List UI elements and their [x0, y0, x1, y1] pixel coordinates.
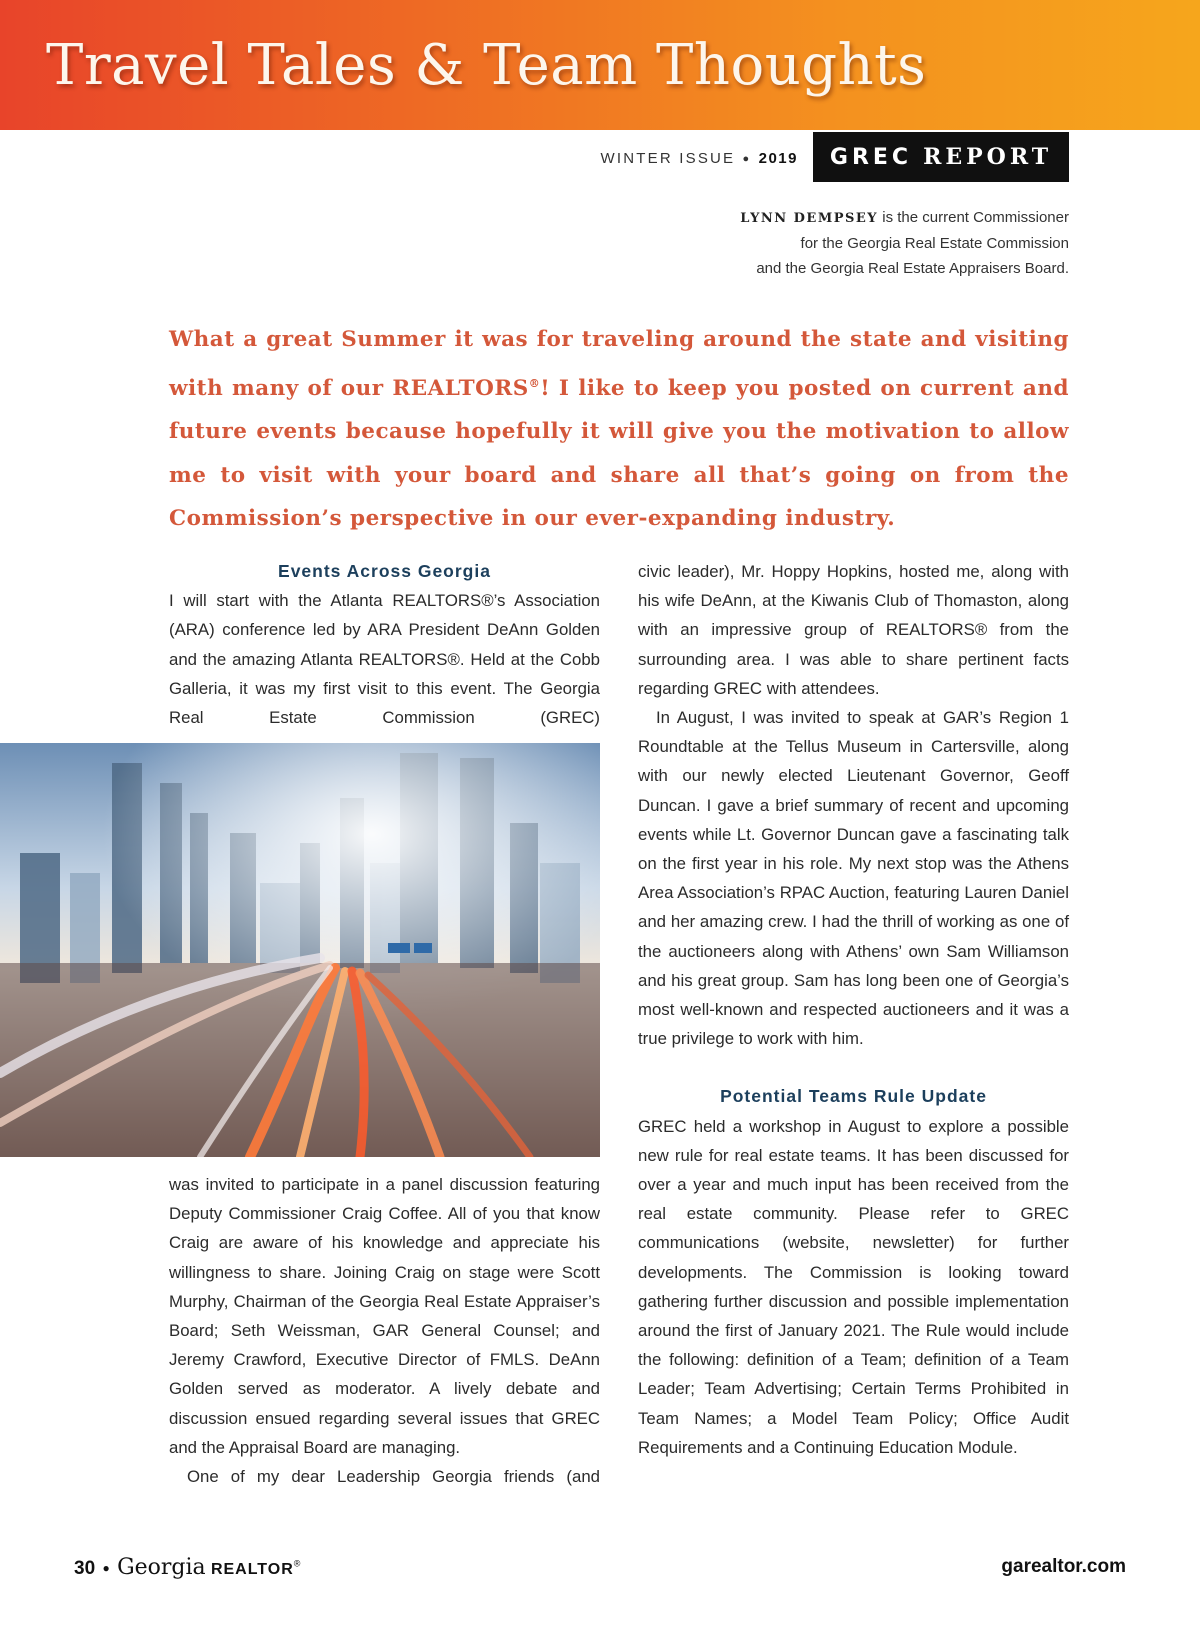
registered-mark: ®: [528, 376, 541, 390]
events-heading: Events Across Georgia: [278, 561, 491, 581]
issue-year: 2019: [758, 150, 798, 167]
right-paragraph-2: In August, I was invited to speak at GAR’s Region 1 Roundtable at the Tellus Museum in Cartersville, along with our newly elected Lieutenant Governor, Geoff Duncan. I gave a brief summary of recent and upcoming events while Lt. Governor Duncan gave a fascinating talk on the first year in his role. My next stop was the Athens Area Association’s RPAC Auction, featuring Lauren Daniel and her amazing crew. I had the thrill of working as one of the auctioneers along with Athens’ own Sam Williamson and his great group. Sam has long been one of Georgia’s most well-known and respected auctioneers and it was a true privilege to work with him.: [638, 708, 1069, 1049]
section-label: [813, 132, 1069, 182]
left-paragraph-3: One of my dear Leadership Georgia friends (and: [187, 1467, 600, 1487]
bullet-icon: ●: [99, 1561, 114, 1575]
author-note: [600, 205, 1069, 281]
skyline-illustration: [0, 743, 600, 1157]
right-paragraph-3: GREC held a workshop in August to explore a possible new rule for real estate teams. It has been discussed for over a year and much input has been received from the real estate community. Please refer to GREC communications (website, newsletter) for further developments. The Commission is looking toward gathering further discussion and possible implementation around the first of January 2021. The Rule would include the following: definition of a Team; definition of a Team Leader; Team Advertising; Certain Terms Prohibited in Team Names; a Model Team Policy; Office Audit Requirements and a Continuing Education Module.: [638, 1116, 1069, 1457]
footer-brand-name: Georgia: [117, 1555, 206, 1580]
footer-page-info: [74, 1555, 300, 1580]
intro-text-2: ! I like to keep you posted on current and future events because hopefully it will give you the motivation to allow me to visit with your board and share all that’s going on from the Commission’s perspective in our ever-expanding industry.: [169, 375, 1069, 532]
section-label-rest: REPORT: [923, 144, 1053, 170]
left-paragraph-1: I will start with the Atlanta REALTORS®’s Association (ARA) conference led by ARA President DeAnn Golden and the amazing Atlanta REALTORS®. Held at the Cobb Galleria, it was my first visit to this event. The Georgia Real Estate Commission (GREC): [169, 591, 600, 728]
author-name: LYNN DEMPSEY: [740, 211, 879, 226]
right-column: [638, 557, 1069, 1462]
issue-label: WINTER ISSUE: [600, 150, 736, 167]
footer-registered-mark: ®: [293, 1558, 301, 1569]
header-banner: [0, 0, 1200, 130]
teams-heading: Potential Teams Rule Update: [720, 1086, 987, 1107]
footer-website[interactable]: garealtor.com: [1001, 1556, 1126, 1577]
intro-paragraph: [169, 318, 1069, 541]
column-spacer: [638, 1053, 1069, 1082]
issue-line: [500, 150, 798, 167]
bullet-icon: ●: [737, 153, 757, 165]
page-number: 30: [74, 1558, 96, 1579]
author-line-3: and the Georgia Real Estate Appraisers Board.: [756, 260, 1069, 277]
right-paragraph-1: civic leader), Mr. Hoppy Hopkins, hosted me, along with his wife DeAnn, at the Kiwanis Club of Thomaston, along with an impressive group of REALTORS® from the surrounding area. I was able to share pertinent facts regarding GREC with attendees.: [638, 562, 1069, 698]
page-title: Travel Tales & Team Thoughts: [46, 33, 927, 98]
left-column-top: [169, 557, 600, 732]
left-column-bottom: [169, 1170, 600, 1491]
atlanta-skyline-photo: [0, 743, 600, 1157]
section-label-bold: GREC: [829, 145, 913, 170]
left-paragraph-2: was invited to participate in a panel discussion featuring Deputy Commissioner Craig Coffee. All of you that know Craig are aware of his knowledge and appreciate his willingness to share. Joining Craig on stage were Scott Murphy, Chairman of the Georgia Real Estate Appraiser’s Board; Seth Weissman, GAR General Counsel; and Jeremy Crawford, Executive Director of FMLS. DeAnn Golden served as moderator. A lively debate and discussion ensued regarding several issues that GREC and the Appraisal Board are managing.: [169, 1175, 600, 1457]
footer-brand-suffix: REALTOR: [210, 1561, 294, 1578]
author-line-2: for the Georgia Real Estate Commission: [800, 235, 1069, 252]
intro-text-1: What a great Summer it was for traveling around the state and visiting with many of our REALTORS: [169, 327, 1069, 401]
author-line-1: is the current Commissioner: [882, 209, 1069, 226]
